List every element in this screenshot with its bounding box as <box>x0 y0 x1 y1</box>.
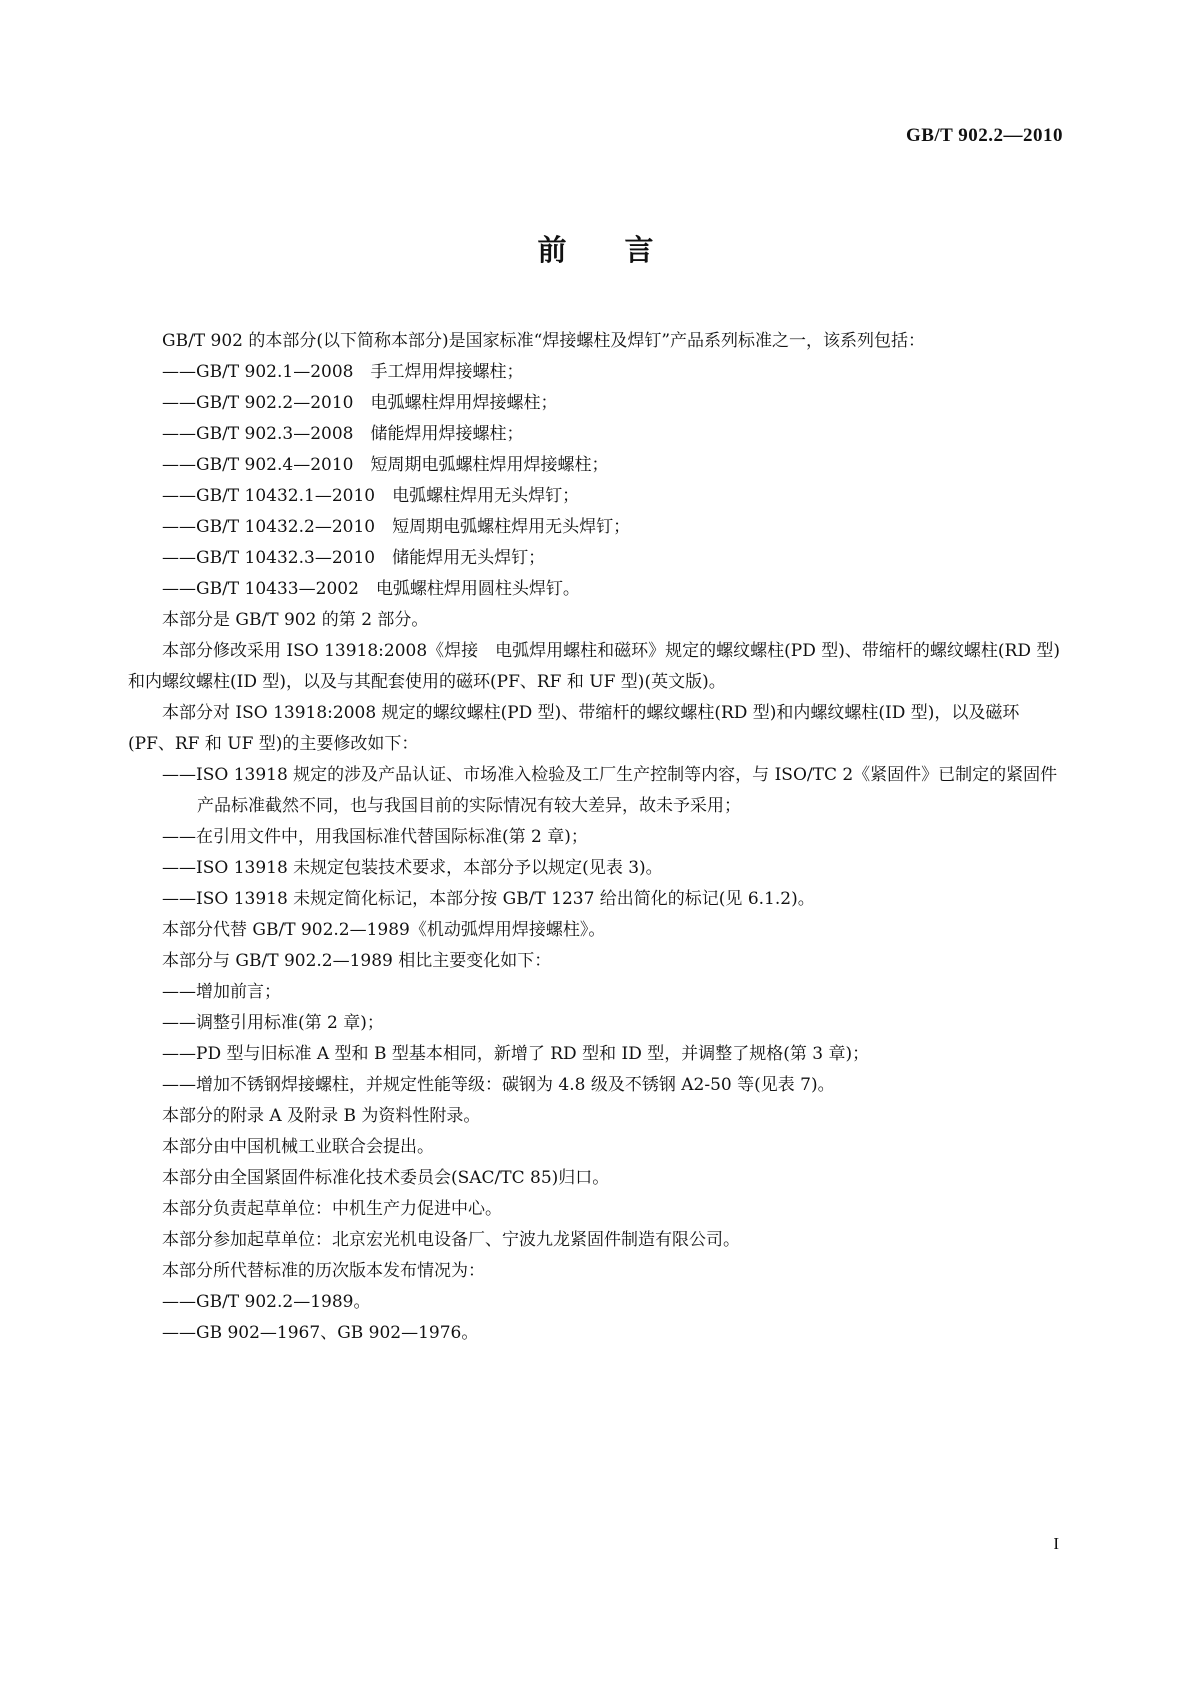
list-item: ——ISO 13918 未规定包装技术要求，本部分予以规定(见表 3)。 <box>162 858 663 878</box>
paragraph: 本部分对 ISO 13918:2008 规定的螺纹螺柱(PD 型)、带缩杆的螺纹螺柱(RD 型)和内螺纹螺柱(ID 型)，以及磁环(PF、RF 和 UF 型)的主要修改如下： <box>128 703 1020 754</box>
paragraph: 本部分所代替标准的历次版本发布情况为： <box>162 1261 485 1281</box>
page-number: I <box>1053 1534 1059 1553</box>
paragraph: 本部分参加起草单位：北京宏光机电设备厂、宁波九龙紧固件制造有限公司。 <box>162 1230 740 1250</box>
list-item: ——在引用文件中，用我国标准代替国际标准(第 2 章)； <box>162 827 588 847</box>
paragraph: 本部分的附录 A 及附录 B 为资料性附录。 <box>162 1106 481 1126</box>
paragraph: 本部分与 GB/T 902.2—1989 相比主要变化如下： <box>162 951 552 971</box>
page-title: 前言 <box>537 233 712 267</box>
paragraph: 本部分负责起草单位：中机生产力促进中心。 <box>162 1199 502 1219</box>
list-item: ——GB/T 10432.1—2010 电弧螺柱焊用无头焊钉； <box>162 486 580 506</box>
list-item: ——GB/T 902.2—2010 电弧螺柱焊用焊接螺柱； <box>162 393 558 413</box>
list-item: ——GB/T 902.4—2010 短周期电弧螺柱焊用焊接螺柱； <box>162 455 609 475</box>
list-item: ——ISO 13918 未规定简化标记，本部分按 GB/T 1237 给出简化的标记(见 6.1.2)。 <box>162 889 815 909</box>
paragraph: 本部分代替 GB/T 902.2—1989《机动弧焊用焊接螺柱》。 <box>162 920 606 940</box>
list-item: ——GB/T 902.3—2008 储能焊用焊接螺柱； <box>162 424 524 444</box>
foreword-body <box>128 326 1063 1349</box>
list-item: ——增加前言； <box>162 982 281 1002</box>
list-item: ——GB/T 10433—2002 电弧螺柱焊用圆柱头焊钉。 <box>162 579 580 599</box>
list-item: ——GB/T 902.1—2008 手工焊用焊接螺柱； <box>162 362 524 382</box>
list-item: ——GB/T 902.2—1989。 <box>162 1292 371 1312</box>
list-item: ——调整引用标准(第 2 章)； <box>162 1013 384 1033</box>
list-item: ——增加不锈钢焊接螺柱，并规定性能等级：碳钢为 4.8 级及不锈钢 A2-50 等(见表 7)。 <box>162 1075 835 1095</box>
standard-code: GB/T 902.2—2010 <box>905 125 1063 146</box>
list-item: ——GB 902—1967、GB 902—1976。 <box>162 1323 479 1343</box>
list-item: ——ISO 13918 规定的涉及产品认证、市场准入检验及工厂生产控制等内容，与 ISO/TC 2《紧固件》已制定的紧固件产品标准截然不同，也与我国目前的实际情况有较大差异，故未予采用； <box>162 765 1058 816</box>
paragraph: 本部分修改采用 ISO 13918:2008《焊接 电弧焊用螺柱和磁环》规定的螺纹螺柱(PD 型)、带缩杆的螺纹螺柱(RD 型)和内螺纹螺柱(ID 型)，以及与其配套使用的磁环(PF、RF 和 UF 型)(英文版)。 <box>128 641 1061 692</box>
paragraph: 本部分由全国紧固件标准化技术委员会(SAC/TC 85)归口。 <box>162 1168 610 1188</box>
list-item: ——GB/T 10432.2—2010 短周期电弧螺柱焊用无头焊钉； <box>162 517 631 537</box>
paragraph: GB/T 902 的本部分(以下简称本部分)是国家标准“焊接螺柱及焊钉”产品系列标准之一，该系列包括： <box>162 331 926 351</box>
list-item: ——PD 型与旧标准 A 型和 B 型基本相同，新增了 RD 型和 ID 型，并调整了规格(第 3 章)； <box>162 1044 870 1064</box>
paragraph: 本部分由中国机械工业联合会提出。 <box>162 1137 434 1157</box>
paragraph: 本部分是 GB/T 902 的第 2 部分。 <box>162 610 429 630</box>
list-item: ——GB/T 10432.3—2010 储能焊用无头焊钉； <box>162 548 546 568</box>
